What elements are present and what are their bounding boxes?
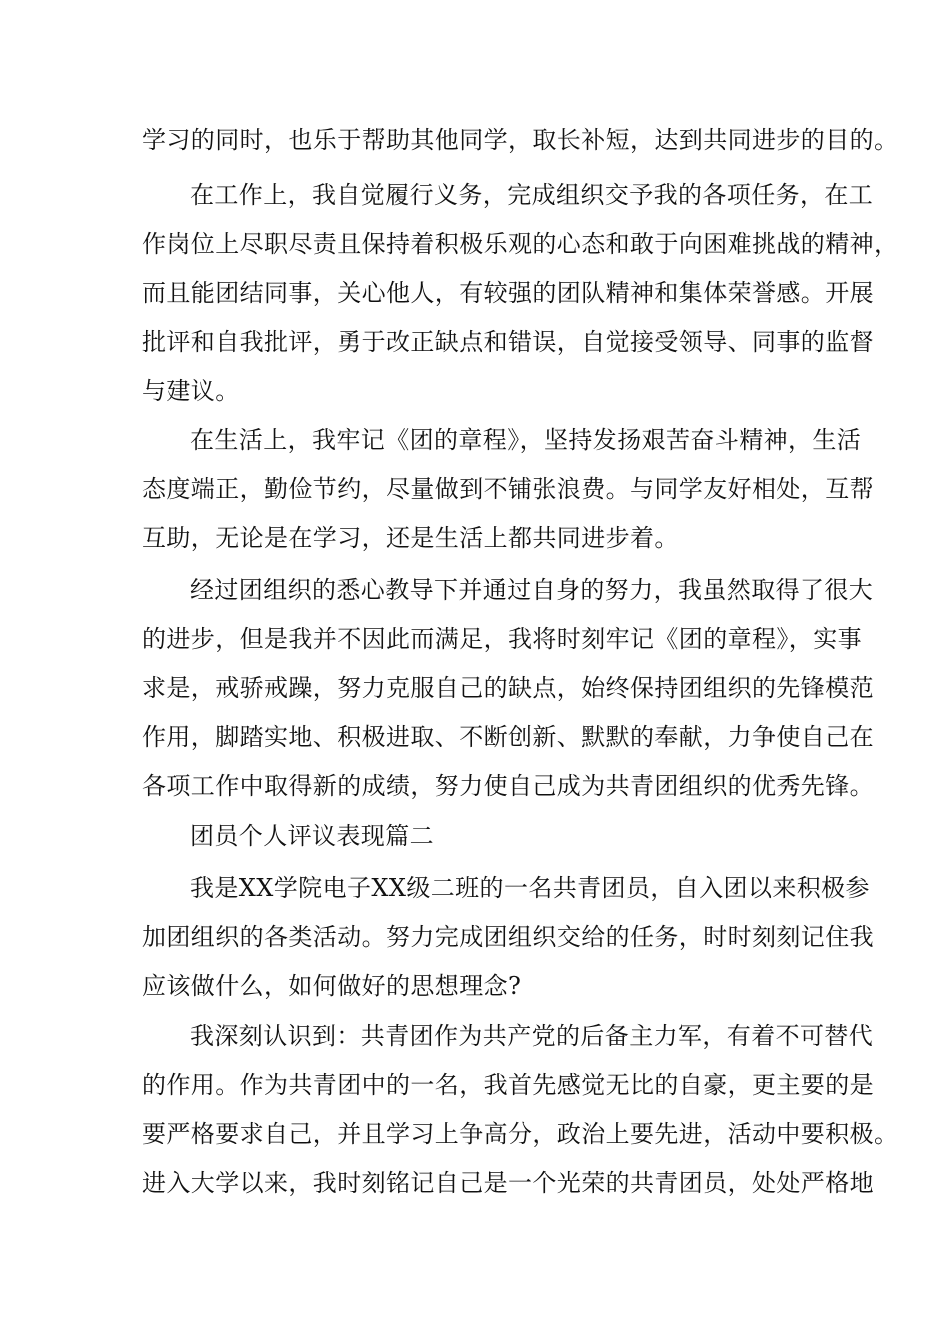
- text-line: 应该做什么，如何做好的思想理念?: [142, 972, 522, 1000]
- text-line: 批评和自我批评，勇于改正缺点和错误，自觉接受领导、同事的监督: [142, 328, 874, 356]
- text-line: 态度端正，勤俭节约，尽量做到不铺张浪费。与同学友好相处，互帮: [142, 475, 874, 503]
- text-line: 进入大学以来，我时刻铭记自己是一个光荣的共青团员，处处严格地: [142, 1169, 874, 1197]
- text-line: 我深刻认识到：共青团作为共产党的后备主力军，有着不可替代: [190, 1022, 874, 1050]
- text-line: 作用，脚踏实地、积极进取、不断创新、默默的奉献，力争使自己在: [142, 723, 874, 751]
- section-heading: 团员个人评议表现篇二: [190, 822, 434, 850]
- text-line: 要严格要求自己，并且学习上争高分，政治上要先进，活动中要积极。: [142, 1120, 899, 1148]
- text-line: 互助，无论是在学习，还是生活上都共同进步着。: [142, 524, 679, 552]
- text-line: 我是XX学院电子XX级二班的一名共青团员，自入团以来积极参: [190, 874, 870, 902]
- text-line: 各项工作中取得新的成绩，努力使自己成为共青团组织的优秀先锋。: [142, 772, 874, 800]
- text-line: 学习的同时，也乐于帮助其他同学，取长补短，达到共同进步的目的。: [142, 126, 899, 154]
- text-line: 加团组织的各类活动。努力完成团组织交给的任务，时时刻刻记住我: [142, 923, 874, 951]
- text-line: 的作用。作为共青团中的一名，我首先感觉无比的自豪，更主要的是: [142, 1071, 874, 1099]
- text-line: 与建议。: [142, 377, 240, 405]
- text-line: 在工作上，我自觉履行义务，完成组织交予我的各项任务，在工: [190, 181, 874, 209]
- text-line: 在生活上，我牢记《团的章程》，坚持发扬艰苦奋斗精神，生活: [190, 426, 862, 454]
- text-line: 而且能团结同事，关心他人，有较强的团队精神和集体荣誉感。开展: [142, 279, 874, 307]
- text-line: 求是，戒骄戒躁，努力克服自己的缺点，始终保持团组织的先锋模范: [142, 674, 874, 702]
- text-line: 的进步，但是我并不因此而满足，我将时刻牢记《团的章程》，实事: [142, 625, 862, 653]
- text-line: 作岗位上尽职尽责且保持着积极乐观的心态和敢于向困难挑战的精神，: [142, 230, 899, 258]
- text-line: 经过团组织的悉心教导下并通过自身的努力，我虽然取得了很大: [190, 576, 874, 604]
